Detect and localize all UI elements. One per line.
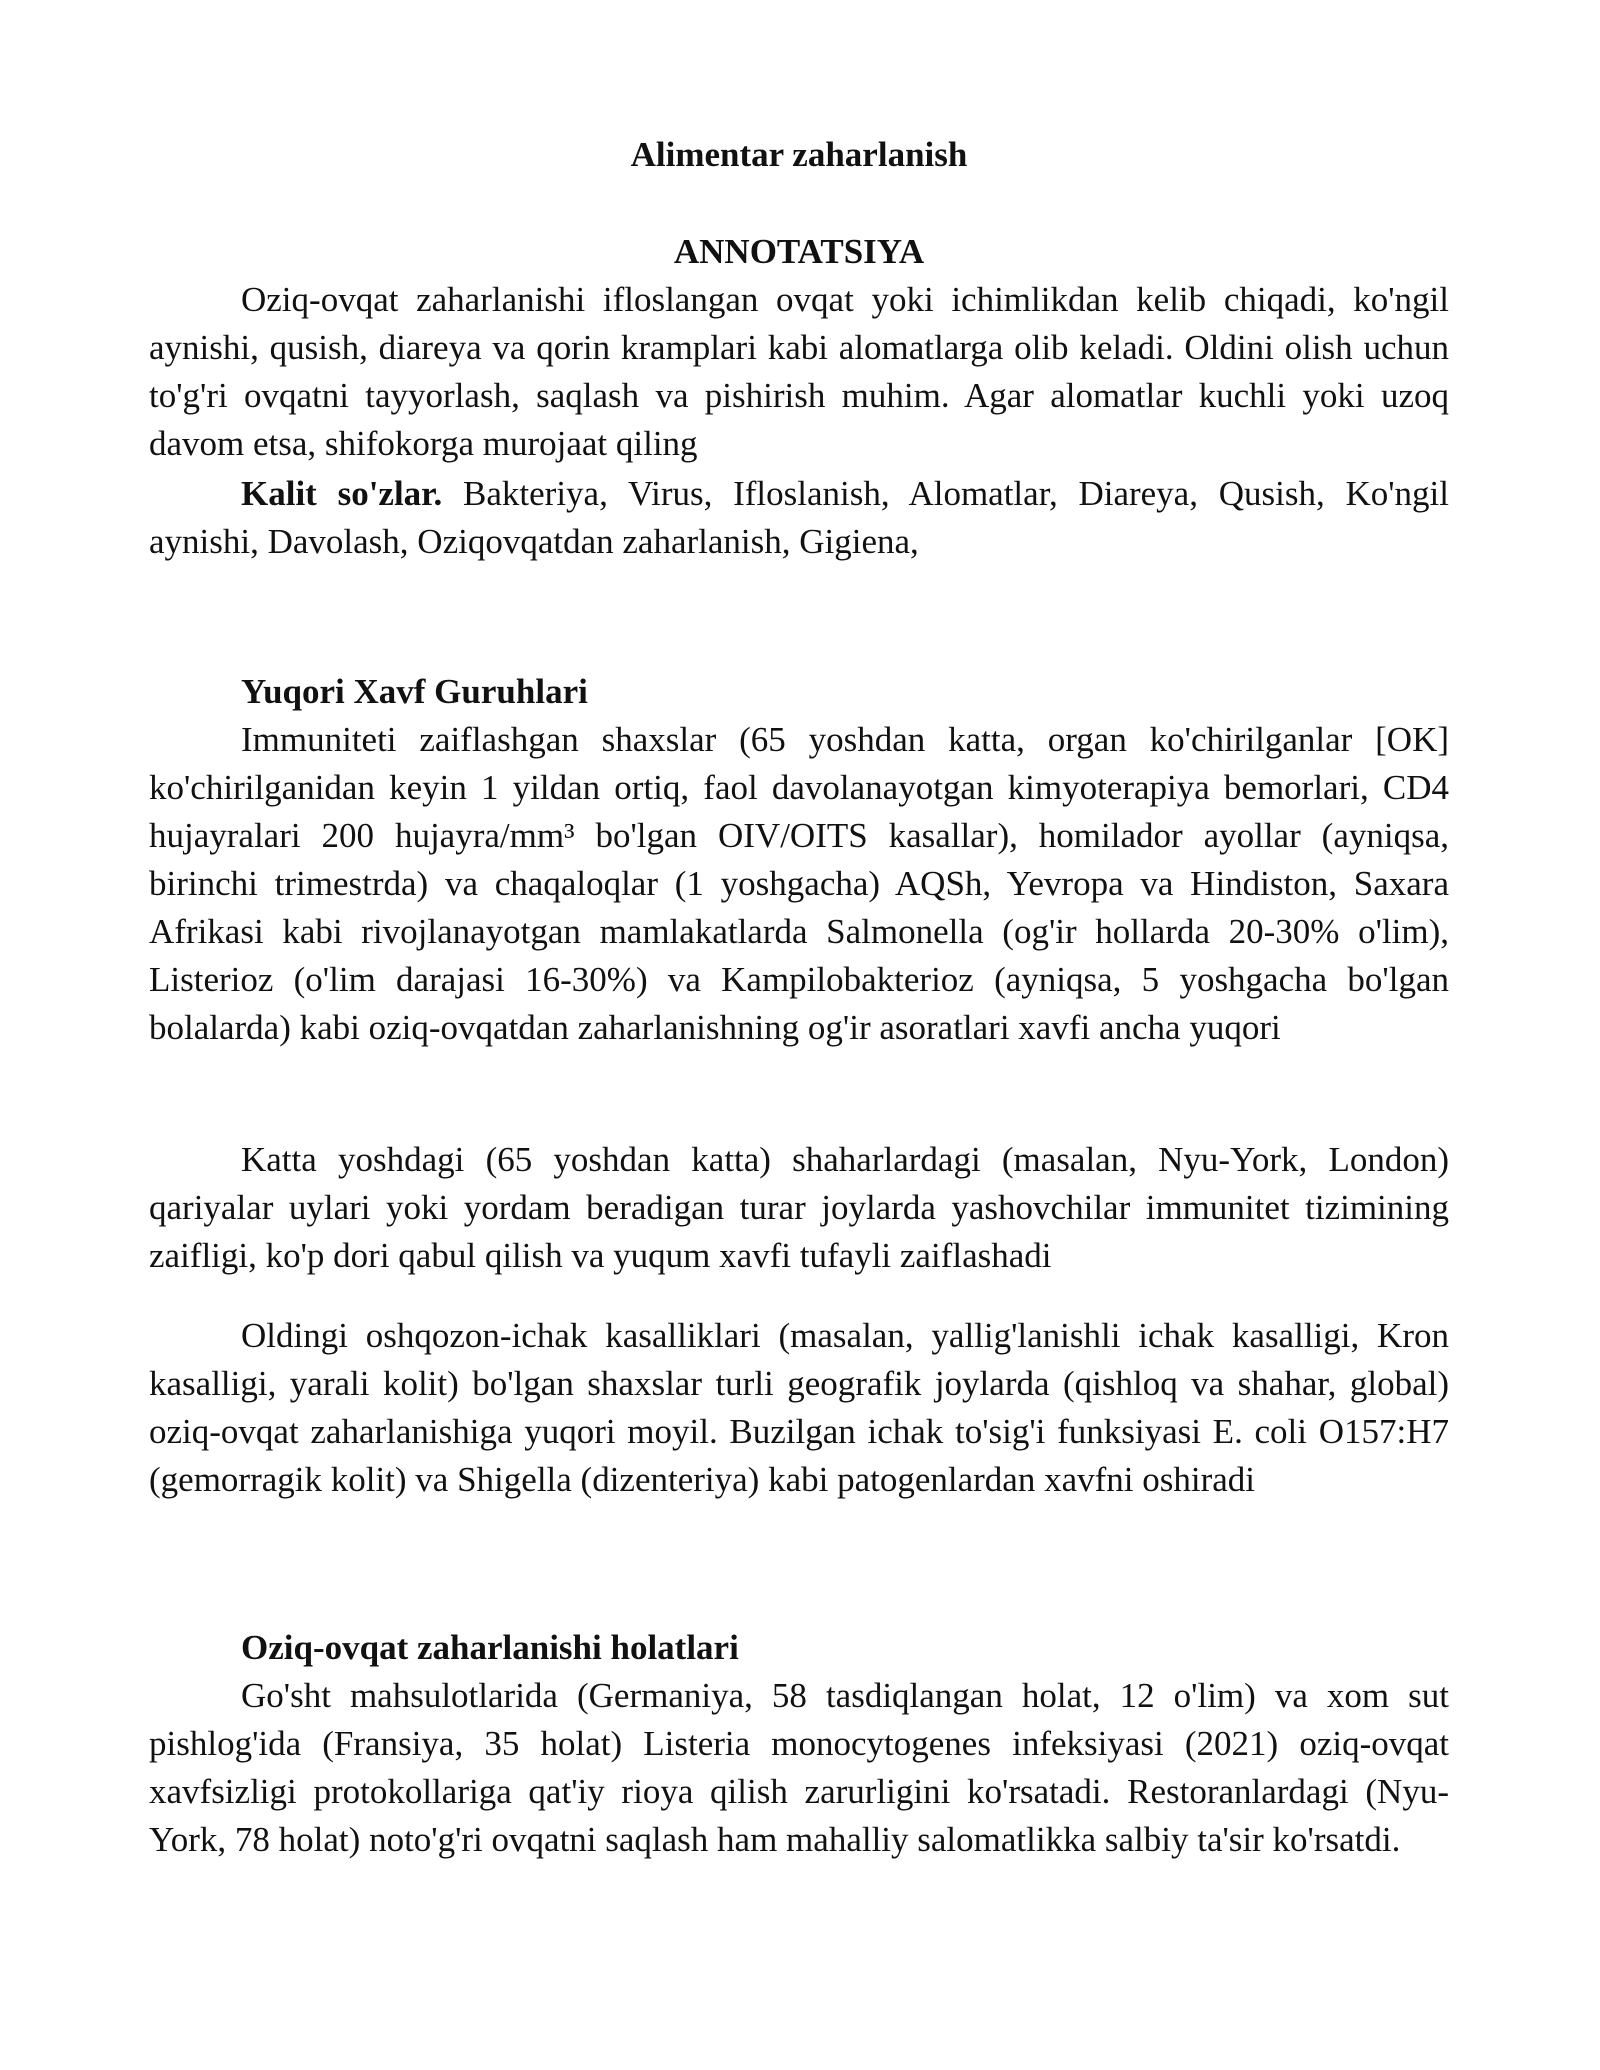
section-paragraph: Go'sht mahsulotlarida (Germaniya, 58 tasdiqlangan holat, 12 o'lim) va xom sut pishlog'ida (Fransiya, 35 holat) Listeria monocytogenes infeksiyasi (2021) oziq-ovqat xavfsizligi protokollariga qat'iy rioya qilish zarurligini ko'rsatadi. Restoranlardagi (Nyu-York, 78 holat) noto'g'ri ovqatni saqlash ham mahalliy salomatlikka salbiy ta'sir ko'rsatdi. bbox=[149, 1676, 1449, 1859]
section-paragraph: Oldingi oshqozon-ichak kasalliklari (masalan, yallig'lanishli ichak kasalligi, Kron kasalligi, yarali kolit) bo'lgan shaxslar turli geografik joylarda (qishloq va shahar, global) oziq-ovqat zaharlanishiga yuqori moyil. Buzilgan ichak to'sig'i funksiyasi E. coli O157:H7 (gemorragik kolit) va Shigella (dizenteriya) kabi patogenlardan xavfni oshiradi bbox=[149, 1316, 1449, 1499]
document-title: Alimentar zaharlanish bbox=[630, 135, 968, 174]
section-heading-high-risk: Yuqori Xavf Guruhlari bbox=[241, 672, 588, 711]
section-paragraph: Katta yoshdagi (65 yoshdan katta) shaharlardagi (masalan, Nyu-York, London) qariyalar uylari yoki yordam beradigan turar joylarda yashovchilar immunitet tizimining zaifligi, ko'p dori qabul qilish va yuqum xavfi tufayli zaiflashadi bbox=[149, 1140, 1449, 1275]
annotation-paragraph: Oziq-ovqat zaharlanishi ifloslangan ovqat yoki ichimlikdan kelib chiqadi, ko'ngil aynishi, qusish, diareya va qorin kramplari kabi alomatlarga olib keladi. Oldini olish uchun to'g'ri ovqatni tayyorlash, saqlash va pishirish muhim. Agar alomatlar kuchli yoki uzoq davom etsa, shifokorga murojaat qiling bbox=[149, 280, 1449, 463]
keywords-list: Bakteriya, Virus, Ifloslanish, Alomatlar, Diareya, Qusish, Ko'ngil aynishi, Davolash, Oziqovqatdan zaharlanish, Gigiena, bbox=[149, 474, 1449, 561]
section-heading-cases: Oziq-ovqat zaharlanishi holatlari bbox=[241, 1628, 739, 1667]
section-paragraph: Immuniteti zaiflashgan shaxslar (65 yoshdan katta, organ ko'chirilganlar [OK] ko'chirilganidan keyin 1 yildan ortiq, faol davolanayotgan kimyoterapiya bemorlari, CD4 hujayralari 200 hujayra/mm³ bo'lgan OIV/OITS kasallar), homilador ayollar (ayniqsa, birinchi trimestrda) va chaqaloqlar (1 yoshgacha) AQSh, Yevropa va Hindiston, Saxara Afrikasi kabi rivojlanayotgan mamlakatlarda Salmonella (og'ir hollarda 20-30% o'lim), Listerioz (o'lim darajasi 16-30%) va Kampilobakterioz (ayniqsa, 5 yoshgacha bo'lgan bolalarda) kabi oziq-ovqatdan zaharlanishning og'ir asoratlari xavfi ancha yuqori bbox=[149, 720, 1449, 1047]
keywords-label: Kalit so'zlar. bbox=[241, 474, 443, 513]
keywords-paragraph bbox=[149, 470, 1449, 566]
annotation-heading: ANNOTATSIYA bbox=[673, 232, 925, 271]
